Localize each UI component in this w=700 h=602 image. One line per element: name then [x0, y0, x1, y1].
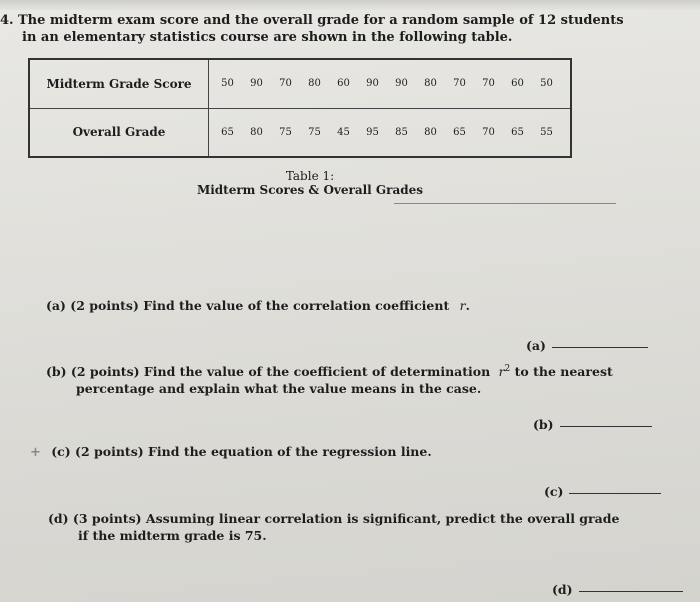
answer-b-label: (b) — [533, 417, 554, 432]
scores-table — [28, 58, 572, 158]
answer-d-label: (d) — [552, 582, 573, 597]
row-header: Overall Grade — [29, 108, 209, 157]
row-values — [209, 59, 572, 108]
table-cell: 75 — [279, 126, 292, 138]
answer-c-blank[interactable] — [569, 492, 661, 494]
table-cell: 70 — [482, 78, 495, 90]
part-b-text: (b) (2 points) Find the value of the coefficient of determination — [46, 364, 491, 380]
table-row — [29, 59, 571, 108]
table-cell: 65 — [511, 126, 524, 138]
faint-pencil-line — [394, 203, 616, 204]
table-cell: 80 — [424, 78, 437, 90]
table-cell: 70 — [453, 78, 466, 90]
part-a-end: . — [465, 298, 470, 313]
part-d-line-1: (d) (3 points) Assuming linear correlation is significant, predict the overall grade — [48, 511, 620, 526]
answer-d — [552, 582, 683, 597]
table-cell: 70 — [279, 78, 292, 90]
row-header: Midterm Grade Score — [29, 59, 209, 108]
table-cell: 80 — [308, 78, 321, 90]
part-b-symbol: r — [498, 364, 505, 380]
table-cell: 70 — [482, 126, 495, 138]
table-cell: 50 — [540, 78, 553, 90]
part-b-question — [46, 361, 686, 397]
table-cell: 90 — [395, 78, 408, 90]
part-d-line-2: if the midterm grade is 75. — [78, 528, 267, 543]
question-line-2: in an elementary statistics course are shown in the following table. — [22, 30, 513, 45]
table-cell: 65 — [453, 126, 466, 138]
pencil-mark: + — [30, 445, 41, 460]
table-cell: 95 — [366, 126, 379, 138]
answer-c-label: (c) — [544, 484, 564, 499]
answer-b — [533, 417, 652, 432]
part-b-sup: 2 — [504, 364, 511, 374]
table-cell: 90 — [366, 78, 379, 90]
table-cell: 50 — [221, 78, 234, 90]
table-cell: 65 — [221, 126, 234, 138]
table-caption-subtitle: Midterm Scores & Overall Grades — [196, 183, 424, 197]
table-cell: 45 — [337, 126, 350, 138]
answer-d-blank[interactable] — [579, 590, 683, 592]
answer-b-blank[interactable] — [560, 425, 652, 427]
table-cell: 60 — [511, 78, 524, 90]
table-cell: 75 — [308, 126, 321, 138]
part-b-line-2: percentage and explain what the value means in the case. — [76, 381, 482, 397]
question-line-1: The midterm exam score and the overall grade for a random sample of 12 students — [18, 13, 624, 28]
table-row — [29, 108, 571, 157]
question-header — [0, 12, 660, 46]
table-caption-title: Table 1: — [285, 169, 335, 183]
part-d-question — [48, 510, 688, 544]
table-cell: 60 — [337, 78, 350, 90]
table-cell: 90 — [250, 78, 263, 90]
question-number: 4. — [0, 13, 14, 28]
table-cell: 80 — [250, 126, 263, 138]
page-top-edge — [0, 0, 700, 10]
answer-a — [526, 338, 648, 353]
part-c-question — [30, 443, 432, 461]
row-values — [209, 108, 572, 157]
answer-a-blank[interactable] — [552, 346, 648, 348]
part-a-question — [46, 297, 470, 314]
table-cell: 80 — [424, 126, 437, 138]
table-cell: 55 — [540, 126, 553, 138]
part-c-text: (c) (2 points) Find the equation of the regression line. — [51, 444, 432, 459]
part-b-text2: to the nearest — [514, 364, 613, 380]
answer-c — [544, 484, 661, 499]
part-a-symbol: r — [459, 298, 466, 313]
part-a-text: (a) (2 points) Find the value of the correlation coefficient — [46, 298, 450, 313]
table-cell: 85 — [395, 126, 408, 138]
answer-a-label: (a) — [526, 338, 546, 353]
